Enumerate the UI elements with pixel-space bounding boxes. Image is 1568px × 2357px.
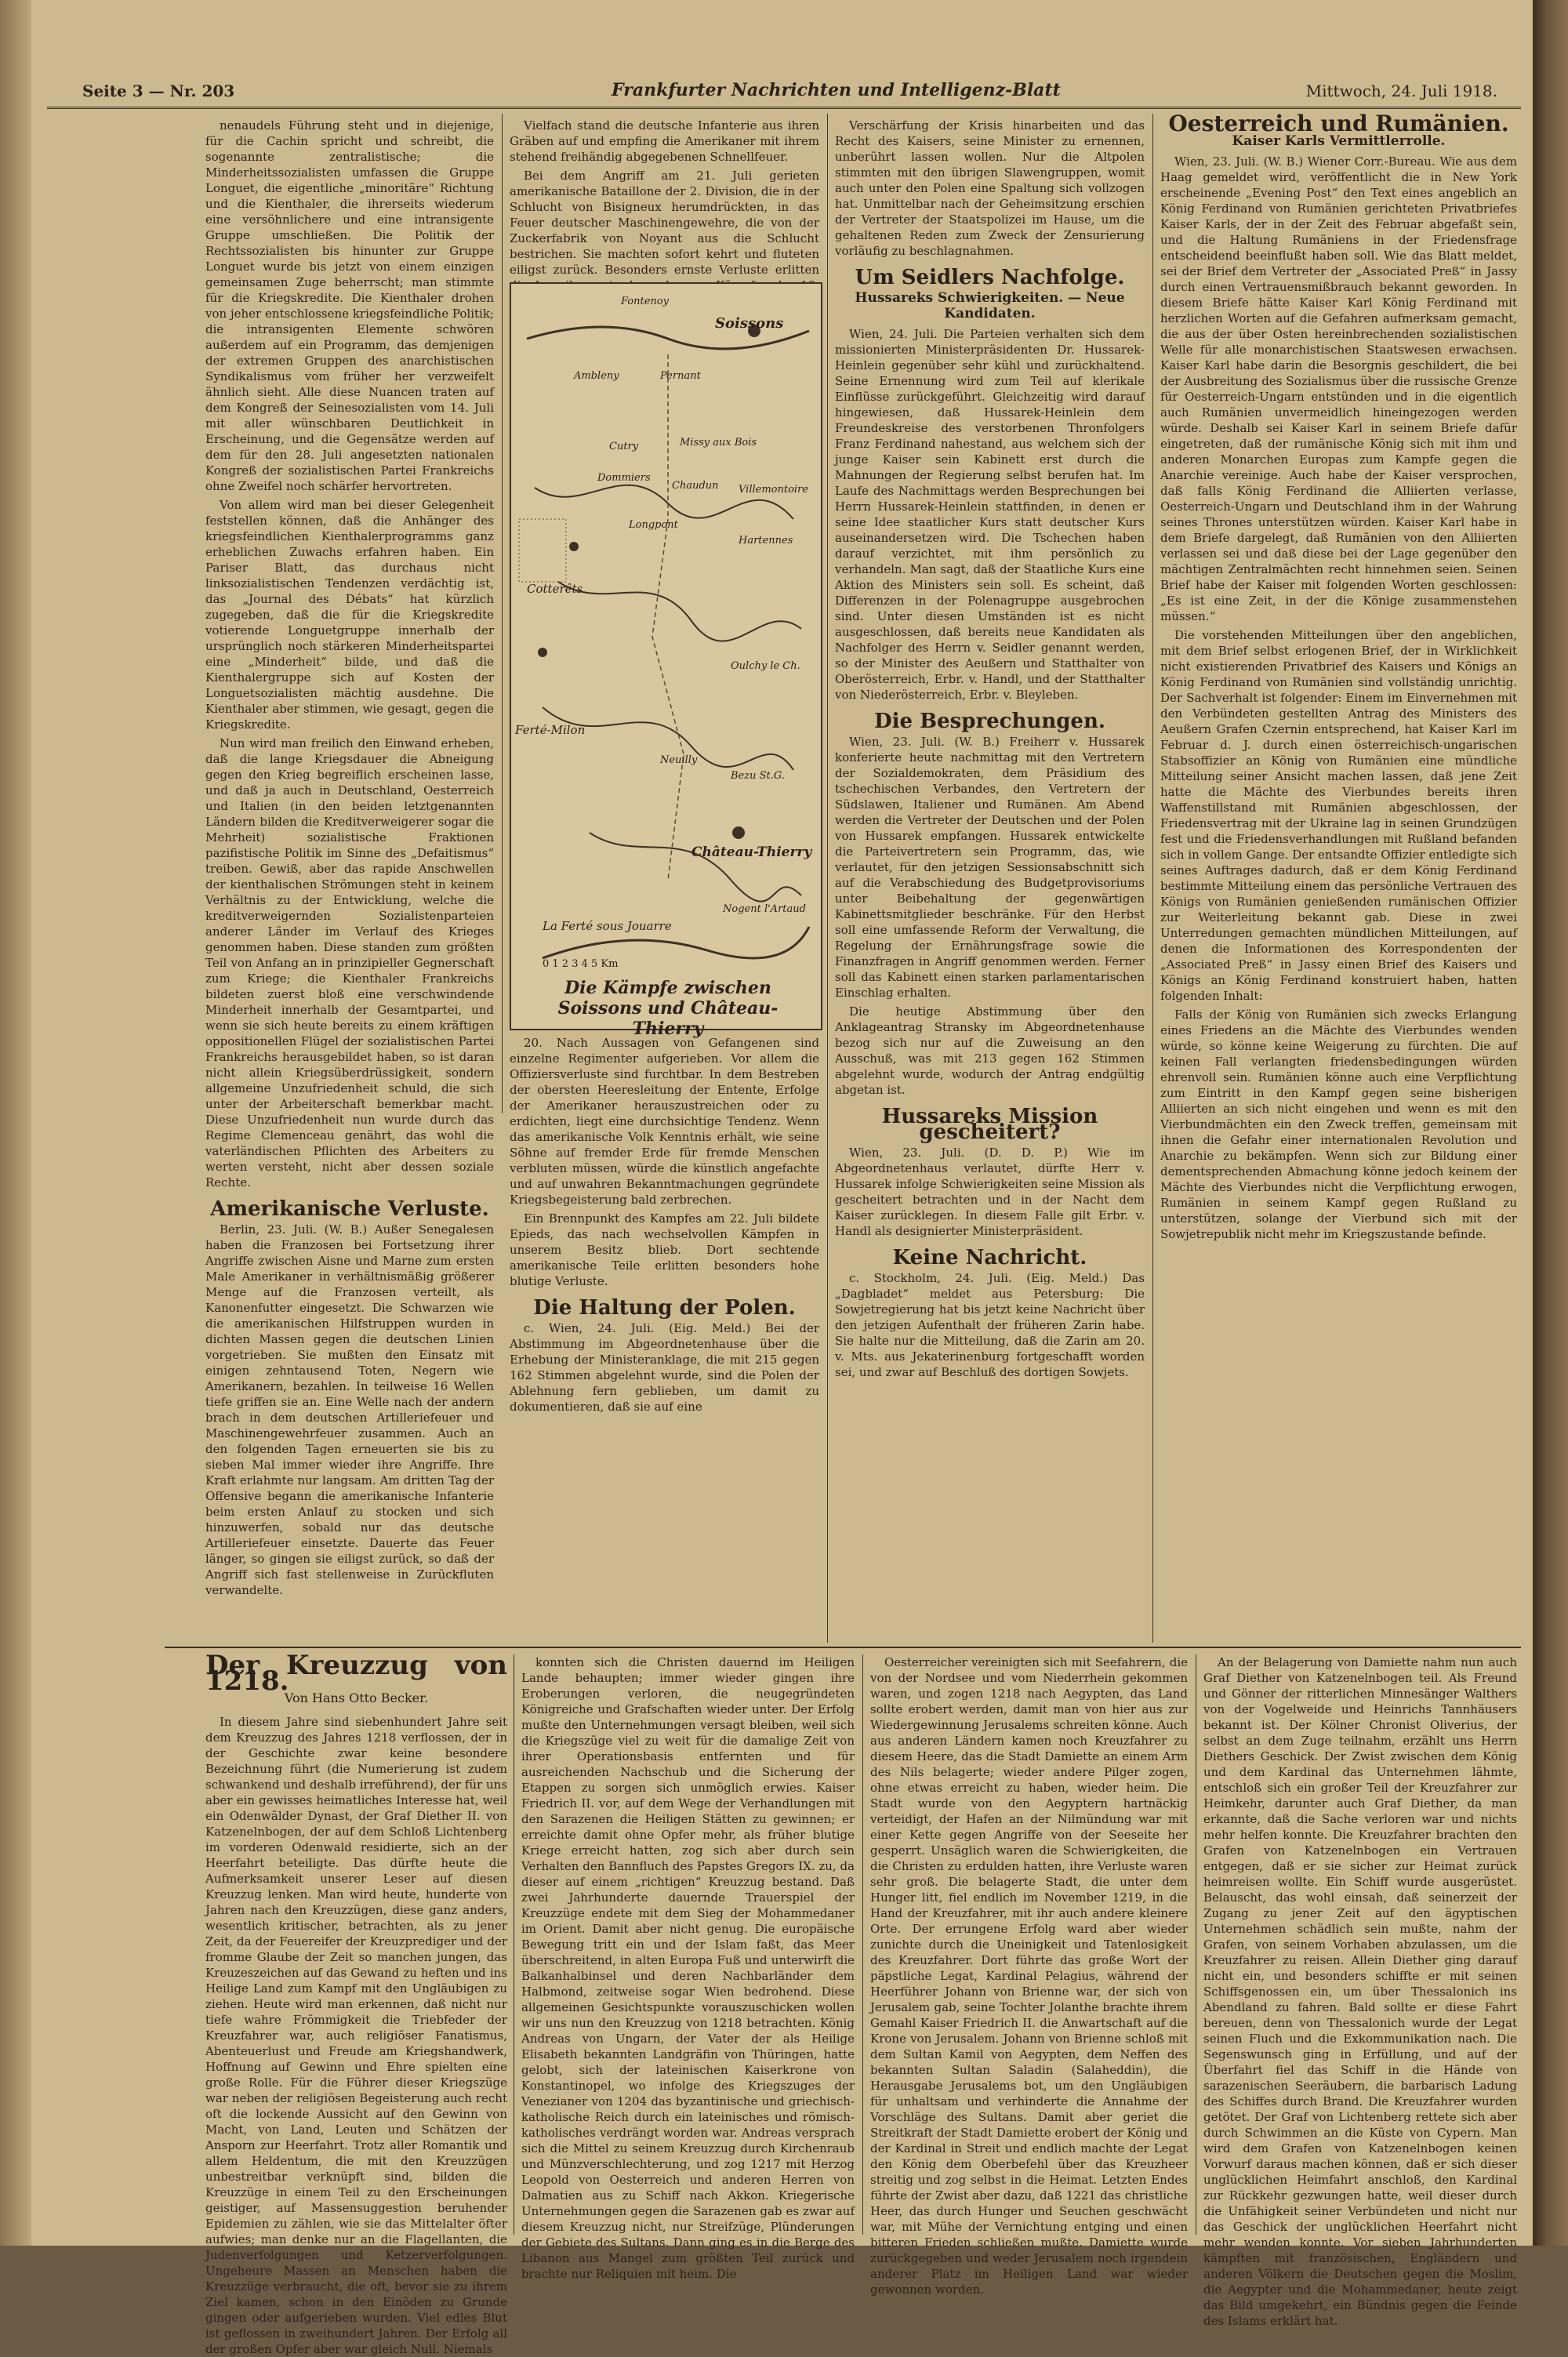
map-label-la-ferte: La Ferté sous Jouarre — [543, 919, 672, 933]
article-paragraph: Wien, 23. Juli. (W. B.) Freiherr v. Hussarek konferierte heute nachmittag mit den Vertretern der Sozialdemokraten, dem Präsidium des tschechischen Verbandes, den Vertretern der Südslawen, Italiener und Rumänen. Am Abend werden die Vertreter der Deutschen und der Polen von Hussarek empfangen. Hussarek entwickelte die Parteivertretern sein Programm, das, wie verlautet, für den jetzigen Sessionsabschnitt sich auf die Verabschiedung des Budgetprovisoriums unter Beibehaltung der gegenwärtigen Kabinettsmitglieder beschränke. Für den Herbst soll eine umfassende Reform der Verwaltung, die Regelung der Ernährungsfrage sowie die Finanzfragen in Angriff genommen werden. Ferner soll das Kabinett einen starken parlamentarischen Einschlag erhalten. — [835, 735, 1145, 1000]
article-paragraph: Ein Brennpunkt des Kampfes am 22. Juli bildete Epieds, das nach wechselvollen Kämpfen in unserem Besitz blieb. Dort sechtende amerikanische Teile erlitten besonders hohe blutige Verluste. — [510, 1211, 819, 1288]
map-label-oulchy: Oulchy le Ch. — [731, 660, 800, 672]
map-label-cutry: Cutry — [609, 441, 639, 452]
column-divider — [502, 114, 503, 1113]
column-4 — [1160, 110, 1517, 1639]
column-divider — [827, 114, 828, 1643]
map-label-cotterets: Cotterêts — [527, 582, 583, 596]
map-caption: Die Kämpfe zwischen Soissons und Château-Thierry — [557, 978, 779, 1039]
map-drawing — [511, 284, 821, 1029]
masthead: Frankfurter Nachrichten und Intelligenz-Blatt — [612, 80, 1061, 100]
column-3 — [835, 118, 1145, 1639]
kreuzzug-column-4 — [1203, 1654, 1517, 2328]
feuilleton-byline: Von Hans Otto Becker. — [284, 1691, 429, 1705]
book-spine — [1533, 0, 1568, 2246]
map-label-bezu: Bezu St.G. — [731, 770, 785, 782]
article-paragraph: Falls der König von Rumänien sich zwecks Erlangung eines Friedens an die Mächte des Vierbundes wenden würde, so könne keine Weigerung zu fürchten. Die auf keinen Fall verlangten friedensbedingungen würden ehrenvoll sein. Rumänien könne auch eine Verpflichtung zum Eintritt in den Kampf gegen seine bisherigen Alliierten an sich nicht eingehen und wenn es mit den Vierbundmächten ein den Zweck treffen, gemeinsam mit ihnen die Gefahr einer internationalen Revolution und Anarchie zu bekämpfen. Wenn sich zur Bildung einer dementsprechenden Abmachung könne jedoch keinem der Mächte des Vierbundes nicht die Verpflichtung erwogen, Rumänien in seinem Kampf gegen Rußland zu unterstützen, solange der Vierbund sich mit der Sowjetrepublik nicht mehr im Kriegszustande befinde. — [1160, 1008, 1517, 1241]
column-2-bottom — [510, 1035, 819, 1639]
column-2-top — [510, 118, 819, 278]
page-number: Seite 3 — Nr. 203 — [82, 82, 235, 100]
map-scale: 0 1 2 3 4 5 Km — [543, 958, 619, 970]
article-heading-besprechungen: Die Besprechungen. — [874, 710, 1105, 733]
article-paragraph: 20. Nach Aussagen von Gefangenen sind einzelne Regimenter aufgerieben. Vor allem die Offiziersverluste sind furchtbar. In dem Bestreben der obersten Heeresleitung der Entente, Erfolge der Amerikaner herauszustreichen oder zu erdichten, liegt eine durchsichtige Tendenz. Wenn das amerikanische Volk Kenntnis erhält, wie seine Söhne auf fremder Erde für fremde Menschen verbluten müssen, würde die künstlich angefachte und auf unwahren Bekanntmachungen gegründete Kriegsbegeisterung bald zerbrechen. — [510, 1036, 819, 1207]
article-paragraph: Die vorstehenden Mitteilungen über den angeblichen, mit dem Brief selbst erlogenen Brief, der in Wirklichkeit nicht existierenden Privatbrief des Kaisers und Königs an König Ferdinand von Rumänien sind vollständig unrichtig. Der Sachverhalt ist folgender: Einem im Einvernehmen mit den Verbündeten gestellten Antrag des Ministers des Aeußern Grafen Czernin entsprechend, hat Kaiser Karl im Februar d. J. durch einen österreichisch-ungarischen Stabsoffizier an König von Rumänien eine mündliche Mitteilung seiner Ansicht machen lassen, daß jene Zeit hatte die Mächte des Vierbundes bereits ihren Waffenstillstand mit Rumänien abgeschlossen, der Friedensvertrag mit der Ukraine lag in seinen Grundzügen fest und die Friedensverhandlungen mit Rußland befanden sich in vollem Gange. Der entsandte Offizier entledigte sich seines Auftrages dadurch, daß er dem König Ferdinand bestimmte Mitteilung einem das persönliche Vertrauen des Königs von Rumänien genießenden rumänischen Offizier zur Weiterleitung bekannt gab. Diese in zwei Unterredungen gemachten mündlichen Mitteilungen, auf denen die Informationen des Korrespondenten der „Associated Preß“ in Jassy einen Brief des Kaisers und Königs an König Ferdinand konstruiert haben, hatten folgenden Inhalt: — [1160, 628, 1517, 1003]
map-label-ambleny: Ambleny — [574, 370, 619, 382]
article-paragraph: Bei dem Angriff am 21. Juli gerieten amerikanische Bataillone der 2. Division, die in der Schlucht von Bisigneux herumdrückten, in das Feuer deutscher Maschinengewehre, die von der Zuckerfabrik von Noyant aus die Schlucht bestrichen. Sie machten sofort kehrt und fluteten eiligst zurück. Besonders ernste Verluste erlitten — [510, 169, 819, 277]
map-label-hartennes: Hartennes — [739, 535, 793, 547]
map-label-dommiers: Dommiers — [597, 472, 651, 484]
map-label-neuilly: Neuilly — [660, 754, 698, 766]
article-heading-amerikanische-verluste: Amerikanische Verluste. — [210, 1197, 489, 1221]
article-paragraph: An der Belagerung von Damiette nahm nun auch Graf Diether von Katzenelnbogen teil. Als Freund und Gönner der ritterlichen Minnesänger Walthers von der Vogelweide und Heinrichs Tannhäusers bekannt ist. Der Kölner Chronist Oliverius, der selbst an dem Zuge teilnahm, erzählt uns Herrn Diethers Geschick. Der Zwist zwischen dem König und dem Kardinal das Unternehmen lähmte, entschloß sich ein großer Teil der Kreuzfahrer zur Heimkehr, darunter auch Graf Diether, da man erkannte, daß die Sache verloren war und nichts mehr helfen konnte. Die Kreuzfahrer brachten den Grafen von Katzenelnbogen ein Vertrauen entgegen, daß er sie sicher zur Heimat zurück heimreisen wollte. Ein Schiff wurde ausgerüstet. Belauscht, das wohl einsah, daß seinerzeit der Zugang zu jener Zeit auf den ägyptischen Unternehmen schädlich sein mußte, nahm der Grafen, von seinem Vorhaben abzulassen, um die Kreuzfahrer zu reisen. Allein Diether ging darauf nicht ein, und besonders schiffte er mit seinen Schiffsgenossen ein, um über Thessalonich ins Abendland zu fahren. Bald sollte er diese Fahrt bereuen, denn von Thessalonich wurde der Legat seinen Fluch und die Exkommunikation nach. Die Segenswunsch ging in Erfüllung, und auf der Überfahrt fiel das Schiff in die Hände von sarazenischen Seeräubern, die barbarisch Ladung des Schiffes durch Brand. Die Kreuzfahrer wurden getötet. Der Graf von Lichtenberg rettete sich aber durch Schwimmen an die Küste von Cypern. Man wird dem Grafen von Katzenelnbogen keinen Vorwurf daraus machen können, daß er sich dieser unglücklichen Heimfahrt anschloß, den Kardinal zur Rückkehr gezwungen hatte, weil dieser durch die Unfähigkeit seiner Verbündeten und nicht nur das Geschick der unglücklichen Heerfahrt nicht mehr wenden konnte. Vor sieben Jahrhunderten kämpften mit französischen, Engländern und anderen Völkern die Deutschen gegen die Moslim, die Aegypter und die Mohammedaner, heute zeigt das Bild umgekehrt, ein Bündnis gegen die Feinde des Islams erklärt hat. — [1203, 1655, 1517, 2328]
article-paragraph: Wien, 23. Juli. (W. B.) Wiener Corr.-Bureau. Wie aus dem Haag gemeldet wird, veröffentlicht die in New York erscheinende „Evening Post“ den Text eines angeblich an König Ferdinand von Rumänien gerichteten Privatbriefes Kaiser Karls, der in der Zeit des Februar abgefaßt sein, und die Haltung Rumäniens in der Friedensfrage entscheidend beeinflußt haben soll. Wie das Blatt meldet, sei der Brief dem Vertreter der „Associated Preß“ in Jassy durch einen Vertrauensmißbrauch bekannt geworden. In diesem Briefe hätte Kaiser Karl König Ferdinand mit herzlichen Worten auf die Gefahren aufmerksam gemacht, die aus der über Osten hereinbrechenden sozialistischen Welle für alle monarchistischen Staatswesen erwachsen. Kaiser Karl habe darin die Besorgnis geschildert, die bei der Ausbreitung des Sozialismus über die russische Grenze für Oesterreich-Ungarn entstünden und in die eigentlich auch Rumänien unvermeidlich hineingezogen werden würde. Deshalb sei Kaiser Karl in seinem Briefe dafür eingetreten, daß der rumänische König sich mit ihm und anderen Monarchen Europas zum Kampfe gegen die Anarchie vereinige. Auch habe der Kaiser versprochen, daß falls König Ferdinand die Alliierten verlasse, Oesterreich-Ungarn und Deutschland ihm in der Wahrung seines Thrones unterstützen würden. Kaiser Karl habe in dem Briefe dargelegt, daß Rumänien von den Alliierten verlassen sei und daß diese bei der Lage gegenüber den mächtigen Zentralmächten recht hinnehmen seien. Seinen Brief habe der Kaiser mit folgenden Worten geschlossen: „Es ist eine Zeit, in der die Könige zusammenstehen müssen.“ — [1160, 154, 1517, 623]
map-label-chaudun: Chaudun — [672, 480, 719, 492]
section-divider — [165, 1647, 1521, 1648]
article-paragraph: nenaudels Führung steht und in diejenige, für die Cachin spricht und schreibt, die sogenannte zentralistische; die Minderheitssozialisten umfassen die Gruppe Longuet, die eigentliche „minoritäre“ Richtung und die Kienthaler, die ihrerseits wiederum eine versöhnlichere und eine intransigente Gruppe umschließen. Die Politik der Rechtssozialisten bis hinunter zur Gruppe Longuet wurde bis jetzt von einem einzigen gemeinsamen Zuge beherrscht; man stimmte für die Kriegskredite. Die Kienthaler drohen von jeher entschlossene kriegsfeindliche Politik; die intransigenten Elemente schwören außerdem auf ein Programm, das demjenigen der extremen Gruppen des anarchistischen Syndikalismus vom früher her verzweifelt ähnlich sieht. Alle diese Nuancen traten auf dem Kongreß der Seinesozialisten vom 14. Juli mit aller wünschbaren Deutlichkeit in Erscheinung, und die Gegensätze werden auf dem für den 28. Juli angesetzten nationalen Kongreß der sozialistischen Partei Frankreichs ohne Zweifel noch schärfer hervortreten. — [205, 118, 494, 493]
article-paragraph: c. Wien, 24. Juli. (Eig. Meld.) Bei der Abstimmung im Abgeordnetenhause über die Erhebung der Ministeranklage, die mit 215 gegen 162 Stimmen abgelehnt wurde, sind die Polen der Ablehnung fern geblieben, um damit zu dokumentieren, daß sie auf eine — [510, 1321, 819, 1414]
column-divider — [862, 1654, 863, 2235]
article-paragraph: Verschärfung der Krisis hinarbeiten und das Recht des Kaisers, seine Minister zu ernennen, unberührt lassen wollen. Nur die Altpolen stimmten mit den übrigen Slawengruppen, womit auch unter den Polen eine Spaltung sich vollzogen hat. Unmittelbar nach der Geheimsitzung erschien der Vertreter der Staatspolizei im Hause, um die gehaltenen Reden zum Zweck der Zensurierung vorläufig zu beschlagnahmen. — [835, 118, 1145, 258]
article-heading-keine-nachricht: Keine Nachricht. — [892, 1246, 1087, 1269]
article-paragraph: c. Stockholm, 24. Juli. (Eig. Meld.) Das „Dagbladet“ meldet aus Petersburg: Die Sowjetregierung hat bis jetzt keine Nachricht über den jetzigen Aufenthalt der früheren Zarin habe. Sie halte nur die Mitteilung, daß die Zarin am 20. v. Mts. aus Jekaterinenburg fortgeschafft worden sei, und zwar auf Beschluß des dortigen Sowjets. — [835, 1271, 1145, 1379]
article-subheading: Kaiser Karls Vermittlerrolle. — [1232, 133, 1446, 149]
map-label-ferte-milon: Ferté-Milon — [515, 723, 586, 737]
article-paragraph: Berlin, 23. Juli. (W. B.) Außer Senegalesen haben die Franzosen bei Fortsetzung ihrer Angriffe zwischen Aisne und Marne zum ersten Male Amerikaner in verhältnismäßig größerer Menge auf die Franzosen verteilt, als Kanonenfutter eingesetzt. Die Schwarzen wie die amerikanischen Hilfstruppen wurden in dichten Massen gegen die deutschen Linien vorgetrieben. Sie mußten den Einsatz mit einigen zehntausend Toten, Negern wie Amerikanern, bezahlen. In teilweise 16 Wellen tiefe griffen sie an. Eine Welle nach der andern brach in dem deutschen Artilleriefeuer und Maschinengewehrfeuer zusammen. Auch an den folgenden Tagen erneuerten sie bis zu sieben Mal immer wieder ihre Angriffe. Ihre Kraft erlahmte nur langsam. Am dritten Tag der Offensive begann die amerikanische Infanterie beim ersten Anlauf zu stocken und sich hinzuwerfen, sobald nur das deutsche Artilleriefeuer einsetzte. Dauerte das Feuer länger, so gingen sie eiligst zurück, so daß der Angriff sich fast stellenweise in Zurückfluten verwandelte. — [205, 1222, 494, 1597]
battle-map — [510, 282, 822, 1039]
column-1 — [205, 118, 494, 1597]
article-paragraph: Von allem wird man bei dieser Gelegenheit feststellen können, daß die Anhänger des kriegsfeindlichen Kienthalerprogramms ganz erheblichen Zuwachs erfahren haben. Ein Pariser Blatt, das durchaus nicht linksozialistischen Tendenzen verdächtig ist, das „Journal des Débats“ hat kürzlich zugegeben, daß die für die Kriegskredite votierende Longuetgruppe innerhalb der ursprünglich noch stärkeren Minderheitspartei eine „Minderheit“ bilde, und daß die Kienthalergruppe sich auf Kosten der Longuetsozialisten mächtig ausdehne. Die Kienthaler aber stimmen, wie gesagt, gegen die Kriegskredite. — [205, 498, 494, 732]
map-label-longpont: Longpont — [629, 519, 678, 531]
kreuzzug-column-1 — [205, 1650, 508, 2356]
column-divider — [1152, 114, 1153, 1643]
article-heading-seidler: Um Seidlers Nachfolge. — [855, 266, 1125, 289]
article-paragraph: In diesem Jahre sind siebenhundert Jahre seit dem Kreuzzug des Jahres 1218 verflossen, der in der Geschichte zwar keine besondere Bezeichnung führt (die Numerierung ist zudem schwankend und deshalb irreführend), der für uns aber ein gewisses heimatliches Interesse hat, weil ein Odenwälder Dynast, der Graf Diether II. von Katzenelnbogen, der auf dem Schloß Lichtenberg im vorderen Odenwald residierte, sich an der Heerfahrt beteiligte. Das dürfte heute die Aufmerksamkeit unserer Leser auf diesen Kreuzzug lenken. Man wird heute, hunderte von Jahren nach den Kreuzzügen, diese ganz anders, wesentlich kritischer, betrachten, als zu jener Zeit, da der Feuereifer der Kreuzprediger und der fromme Glaube der Zeit so manchen jungen, das Kreuzeszeichen auf das Gewand zu heften und ins Heilige Land zum Kampf mit den Ungläubigen zu ziehen. Heute wird man erkennen, daß nicht nur tiefe wahre Frömmigkeit die Triebfeder der Kreuzfahrer war, auch religiöser Fanatismus, Abenteuerlust und Freude am Kriegshandwerk, Hoffnung auf Gewinn und Ehre spielten eine große Rolle. Für die Führer dieser Kriegszüge war neben der religiösen Begeisterung auch recht oft die lockende Aussicht auf den Gewinn von Macht, von Land, Leuten und Schätzen der Ansporn zur Heerfahrt. Trotz aller Romantik und allem Heldentum, die mit den Kreuzzügen unbestreitbar verknüpft sind, bilden die Kreuzzüge in einem Teil zu den Erscheinungen geistiger, auf Massensuggestion beruhender Epidemien zu zählen, wie sie das Mittelalter öfter aufwies; man denke nur an die Flagellanten, die Judenverfolgungen und Ketzerverfolgungen. Ungeheure Massen an Menschen haben die Kreuzzüge verbraucht, die oft, bevor sie zu ihrem Ziel kamen, schon in den Einöden zu Grunde gingen oder aufgerieben wurden. Viel edles Blut ist geflossen in zweihundert Jahren. Der Erfolg all der großen Opfer aber war gleich Null. Niemals — [205, 1715, 508, 2356]
article-paragraph: Nun wird man freilich den Einwand erheben, daß die lange Kriegsdauer die Abneigung gegen den Krieg begreiflich erscheinen lasse, und daß ja auch in Deutschland, Oesterreich und Italien (in den beiden letztgenannten Ländern bilden die Kreditverweigerer sogar die Mehrheit) sozialistische Fraktionen pazifistische Politik im Sinne des „Defaitismus“ treiben. Gewiß, aber das rapide Anschwellen der kienthalischen Strömungen steht in keinem Verhältnis zu der Entwicklung, welche die kreditverweigernden Sozialistenparteien anderer Länder im Verlauf des Krieges genommen haben. Diese standen zum größten Teil von Anfang an in prinzipieller Gegnerschaft zum Kriege; die Kienthaler Frankreichs bildeten zuerst bloß eine verschwindende Minderheit innerhalb der Gesamtpartei, und wenn sie sich heute bereits zu einem kräftigen oppositionellen Flügel der sozialistischen Partei Frankreichs herausgebildet haben, so ist daran nicht allein Kriegsüberdrüssigkeit, sondern allgemeine Unzufriedenheit schuld, die sich unter der Arbeiterschaft bemerkbar macht. Diese Unzufriedenheit nun wurde durch das Regime Clemenceau genährt, das wohl die vaterländischen Pflichten des Arbeiters zu werten versteht, nicht aber dessen soziale Rechte. — [205, 736, 494, 1189]
article-subheading: Hussareks Schwierigkeiten. — Neue Kandidaten. — [855, 290, 1125, 321]
map-label-soissons: Soissons — [715, 315, 784, 332]
kreuzzug-column-3 — [870, 1654, 1188, 2297]
article-heading-hussarek: Hussareks Mission gescheitert? — [881, 1105, 1098, 1144]
page-fold — [0, 0, 31, 2246]
map-label-nogent: Nogent l'Artaud — [723, 903, 806, 915]
feuilleton-title: Der Kreuzzug von 1218. — [205, 1650, 507, 1697]
page-header — [47, 78, 1521, 109]
article-paragraph: Vielfach stand die deutsche Infanterie aus ihren Gräben auf und empfing die Amerikaner mit ihrem stehend freihändig abgegebenen Schnellfeuer. — [510, 118, 819, 164]
map-label-missy: Missy aux Bois — [680, 437, 757, 449]
map-label-chateau-thierry: Château-Thierry — [691, 844, 812, 860]
article-heading-oesterreich: Oesterreich und Rumänien. — [1168, 111, 1509, 136]
article-paragraph: Wien, 23. Juli. (D. D. P.) Wie im Abgeordnetenhaus verlautet, dürfte Herr v. Hussarek infolge Schwierigkeiten seine Mission als gescheitert betrachten und in der Nacht dem Kaiser zurücklegen. In diesem Falle gilt Erbr. v. Handl als designierter Ministerpräsident. — [835, 1146, 1145, 1238]
article-paragraph: Oesterreicher vereinigten sich mit Seefahrern, die von der Nordsee und vom Niederrhein gekommen waren, und zogen 1218 nach Aegypten, das Land sollte erobert werden, damit man von hier aus zur Wiedergewinnung Jerusalems schreiten könne. Auch aus anderen Ländern kamen noch Kreuzfahrer zu diesem Heere, das die Stadt Damiette an einem Arm des Nils belagerte; wieder andere Pilger zogen, ohne etwas erreicht zu haben, wieder heim. Die Stadt wurde von den Aegyptern hartnäckig verteidigt, der Hafen an der Nilmündung war mit einer Kette gegen Angriffe von der Seeseite her gesperrt. Unsäglich waren die Schwierigkeiten, die die Christen zu erdulden hatten, ihre Verluste waren sehr groß. Die belagerte Stadt, die unter dem Hunger litt, fiel endlich im November 1219, in die Hand der Kreuzfahrer, mit ihr auch andere kleinere Orte. Der errungene Erfolg ward aber wieder zunichte durch die Uneinigkeit und Tatenlosigkeit des Kreuzfahrer. Dort führte das große Wort der päpstliche Legat, Kardinal Pelagius, während der Heerführer Johann von Brienne war, der sich von Jerusalem gab, seine Tochter Jolanthe brachte ihrem Gemahl Kaiser Friedrich II. die Anwartschaft auf die Krone von Jerusalem. Johann von Brienne schloß mit dem Sultan Kamil von Aegypten, dem Neffen des bekannten Sultan Saladin (Salaheddin), die Herausgabe Jerusalems bot, um den Ungläubigen für unhaltsam und verhinderte die Annahme der Vorschläge des Sultans. Damit aber geriet die Streitkraft der Stadt Damiette erobert der König und der Kardinal in Streit und endlich machte der Legat den König dem Oberbefehl über das Kreuzheer streitig und zog selbst in die Heimat. Letzten Endes führte der Zwist aber dazu, daß 1221 das christliche Heer, das durch Hunger und Seuchen geschwächt war, mit Mühe der Vernichtung entging und einen bitteren Frieden schließen mußte. Damiette wurde zurückgegeben und weder Jerusalem noch irgendein anderer Platz im Heiligen Land war wieder gewonnen worden. — [870, 1655, 1188, 2297]
map-label-pernant: Pernant — [660, 370, 701, 382]
issue-date: Mittwoch, 24. Juli 1918. — [1305, 82, 1497, 100]
article-paragraph: konnten sich die Christen dauernd im Heiligen Lande behaupten; immer wieder gingen ihre Eroberungen verloren, die neugegründeten Königreiche und Grafschaften wieder unter. Der Erfolg mußte den Unternehmungen versagt bleiben, weil sich die Kriegszüge viel zu weit für die damalige Zeit von ihrer Operationsbasis entfernten und für ausreichenden Nachschub und die Sicherung der Etappen zu sorgen sich unmöglich erwies. Kaiser Friedrich II. vor, auf dem Wege der Verhandlungen mit den Sarazenen die Heiligen Stätten zu gewinnen; er erreichte damit ohne Opfer mehr, als früher blutige Kriege erreicht hatten, zog sich aber durch sein Verhalten den Bannfluch des Papstes Gregors IX. zu, da dieser auf einem „richtigen“ Kreuzzug bestand. Daß zwei Jahrhunderte dauernde Trauerspiel der Kreuzzüge endete mit dem Sieg der Mohammedaner im Orient. Damit aber nicht genug. Die europäische Bewegung tritt ein und der Islam faßt, das Meer überschreitend, in alten Europa Fuß und unterwirft die Balkanhalbinsel und deren Nachbarländer dem Halbmond, zeitweise sogar Wien bedrohend. Diese allgemeinen Gesichtspunkte vorauszuschicken wollen wir uns nun den Kreuzzug von 1218 betrachten. König Andreas von Ungarn, der Vater der als Heilige Elisabeth bekannten Landgräfin von Thüringen, hatte gelobt, sich der lateinischen Kaiserkrone von Konstantinopel, wo infolge des Kriegszuges der Venezianer von 1204 das byzantinische und griechisch-katholische Reich durch ein lateinisches und römisch-katholisches verdrängt worden war. Andreas versprach sich die Mittel zu seinem Kreuzzug durch Kirchenraub und Münzverschlechterung, und zog 1217 mit Herzog Leopold von Oesterreich und anderen Herren von Dalmatien aus zu Schiff nach Akkon. Kriegerische Unternehmungen gegen die Sarazenen gab es zwar auf diesem Kreuzzug nicht, nur Streifzüge, Plünderungen der Gebiete des Sultans. Dann ging es in die Berge des Libanon aus Mangel zum größten Teil zurück und brachte nur Reliquien mit heim. Die — [521, 1655, 855, 2281]
kreuzzug-column-2 — [521, 1654, 855, 2281]
article-paragraph: Die heutige Abstimmung über den Anklageantrag Stransky im Abgeordnetenhause bezog sich nur auf die Zuweisung an den Ausschuß, was mit 213 gegen 162 Stimmen abgelehnt wurde, wodurch der Antrag endgültig abgetan ist. — [835, 1004, 1145, 1097]
map-label-fontenoy: Fontenoy — [621, 296, 669, 307]
article-paragraph: Wien, 24. Juli. Die Parteien verhalten sich dem missionierten Ministerpräsidenten Dr. Hussarek-Heinlein gegenüber sehr kühl und zurückhaltend. Seine Ernennung wird zum Teil auf klerikale Einflüsse zurückgeführt. Gleichzeitig wird darauf hingewiesen, daß Hussarek-Heinlein dem Freundeskreise des verstorbenen Thronfolgers Franz Ferdinand nahestand, aus welchem sich der junge Kaiser sein Kabinett erst durch die Mahnungen der Regierung selbst berufen hat. Im Laufe des Nachmittags werden Besprechungen bei Herrn Hussarek-Heinlein stattfinden, in denen er seine Idee staatlicher Kurs statt deutscher Kurs auseinandersetzen wird. Die Tschechen haben darauf verzichtet, mit ihm persönlich zu verhandeln. Man sagt, daß der Staatliche Kurs eine Aktion des Ministers sein soll. Es scheint, daß Differenzen in der Polenagruppe ausgebrochen sind. Unter diesen Umständen ist es nicht ausgeschlossen, daß bereits neue Kandidaten als Nachfolger des Herrn v. Seidler genannt werden, so der Minister des Aeußern und Statthalter von Oberösterreich, Erbr. v. Handl, und der Statthalter von Niederösterreich, Erbr. v. Bleyleben. — [835, 327, 1145, 702]
article-heading-polen: Die Haltung der Polen. — [533, 1296, 796, 1320]
map-label-villemontoire: Villemontoire — [739, 484, 808, 496]
